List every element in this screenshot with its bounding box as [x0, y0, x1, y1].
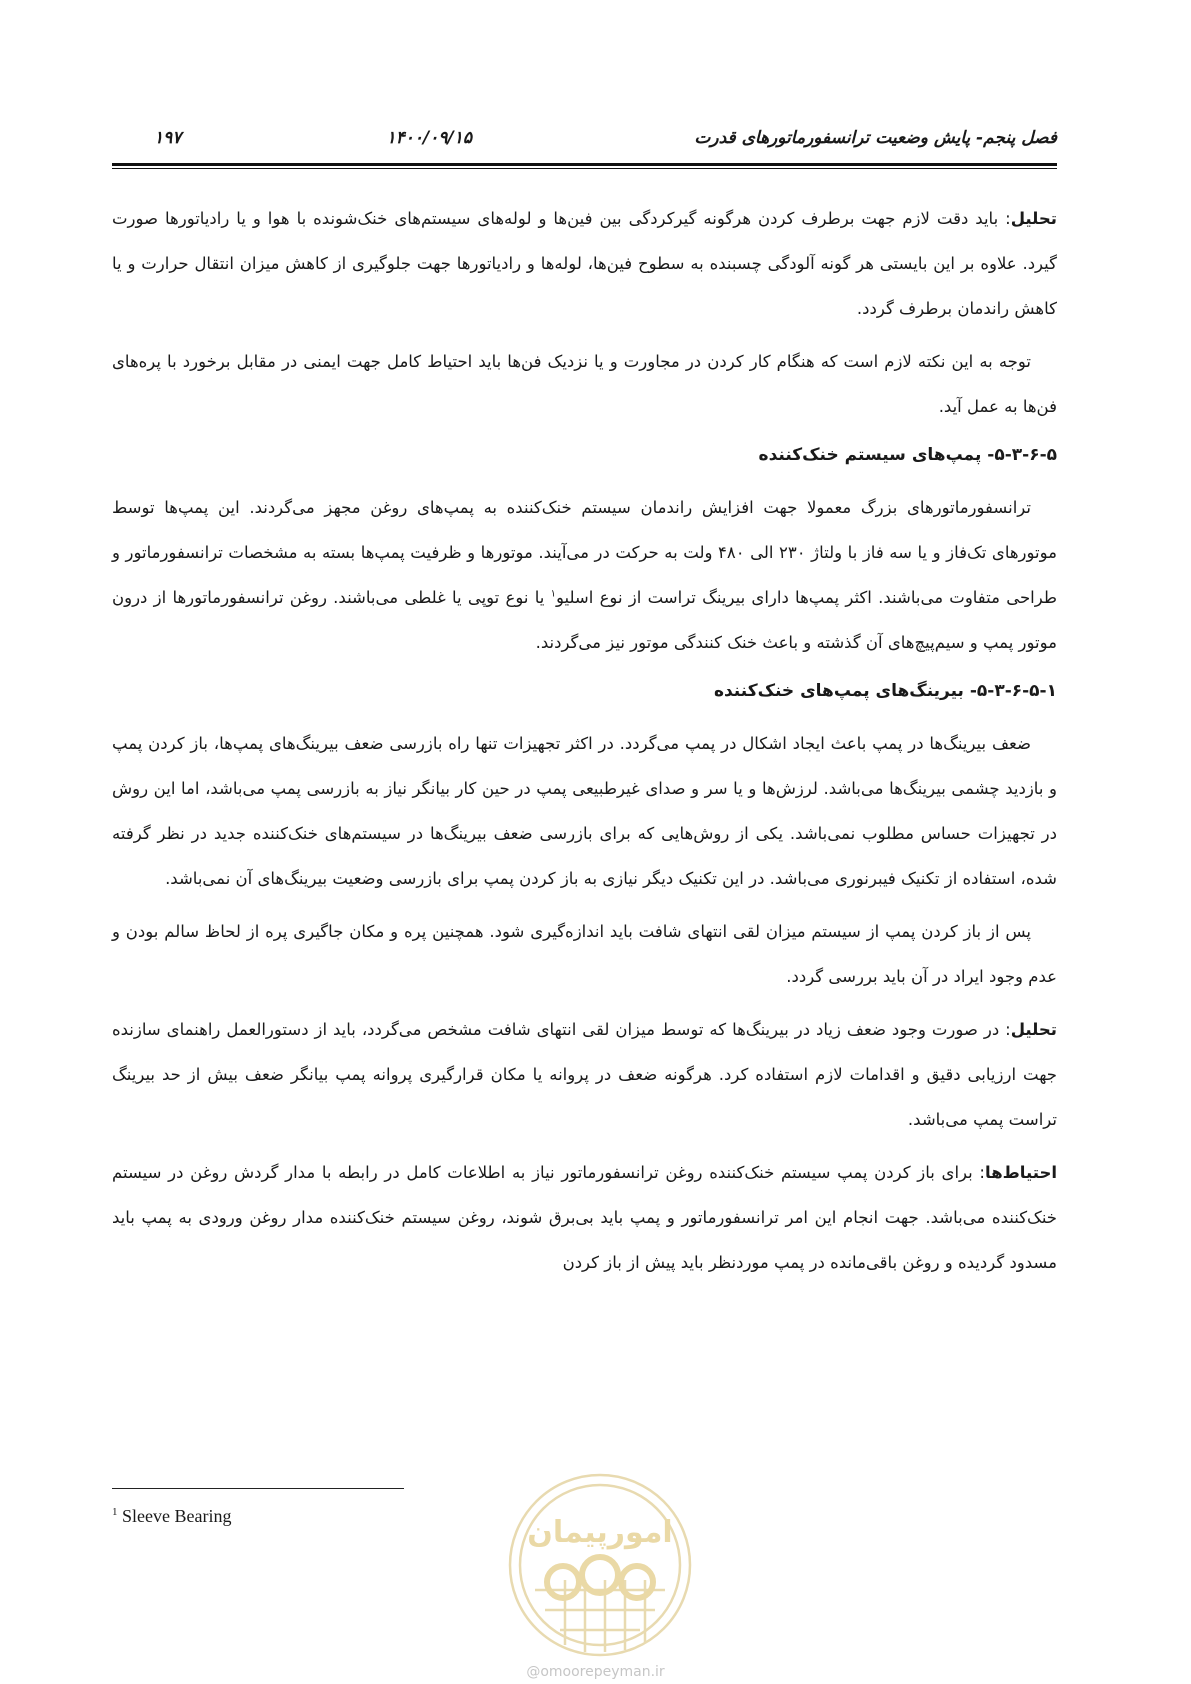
header-rule-thick [112, 163, 1057, 166]
watermark-seal-icon [505, 1470, 695, 1660]
paragraph-text: : برای باز کردن پمپ سیستم خنک‌کننده روغن ترانسفورماتور نیاز به اطلاعات کامل در رابطه با مدار گردش روغن در سیستم خنک‌کننده می‌باشد. جهت انجام این امر ترانسفورماتور و پمپ باید بی‌برق شوند، روغن سیستم خنک‌کننده مدار روغن ورودی به پمپ باید مسدود گردیده و روغن باقی‌مانده در پمپ موردنظر باید پیش از باز کردن [112, 1163, 1057, 1272]
footnote-text: Sleeve Bearing [117, 1506, 232, 1526]
watermark-site: @omoorepeyman.ir [526, 1664, 665, 1680]
paragraph-bearing-weakness: ضعف بیرینگ‌ها در پمپ باعث ایجاد اشکال در پمپ می‌گردد. در اکثر تجهیزات تنها راه بازرسی ضعف بیرینگ‌های پمپ‌ها، باز کردن پمپ و بازدید چشمی بیرینگ‌ها می‌باشد. لرزش‌ها و یا سر و صدای غیرطبیعی پمپ در حین کار بیانگر نیاز به بازرسی پمپ می‌باشد، اما این روش در تجهیزات حساس مطلوب نمی‌باشد. یکی از روش‌هایی که برای بازرسی ضعف بیرینگ‌ها در سیستم‌های خنک‌کننده جدید در نظر گرفته شده، استفاده از تکنیک فیبرنوری می‌باشد. در این تکنیک دیگر نیازی به باز کردن پمپ برای بازرسی وضعیت بیرینگ‌های آن نمی‌باشد. [112, 734, 1057, 888]
footnote-rule [112, 1488, 404, 1489]
page-body [112, 196, 1057, 1293]
section-heading-cooling-pumps: ۵-۳-۶-۵- پمپ‌های سیستم خنک‌کننده [758, 445, 1057, 465]
paragraph-text: یا نوع توپی یا غلطی می‌باشند. روغن ترانسفورماتورها از درون موتور پمپ و سیم‌پیچ‌های آن گذشته و باعث خنک کنندگی موتور نیز می‌گردند. [112, 588, 1057, 652]
paragraph-precautions [112, 1150, 1057, 1285]
footnote-reference: ۱ [550, 588, 556, 600]
header-rule-thin [112, 168, 1057, 169]
paragraph-fan-safety: توجه به این نکته لازم است که هنگام کار کردن در مجاورت و یا نزدیک فن‌ها باید احتیاط کامل جهت ایمنی در مقابل برخورد با پره‌های فن‌ها به عمل آید. [112, 352, 1057, 416]
paragraph-text: : باید دقت لازم جهت برطرف کردن هرگونه گیرکردگی بین فین‌ها و لوله‌های سیستم‌های خنک‌شونده با هوا و یا رادیاتورها صورت گیرد. علاوه بر این بایستی هر گونه آلودگی چسبنده به سطوح فین‌ها، لوله‌ها و رادیاتورها جهت جلوگیری از کاهش میزان انتقال حرارت و یا کاهش راندمان برطرف گردد. [112, 209, 1057, 318]
paragraph-shaft-play: پس از باز کردن پمپ از سیستم میزان لقی انتهای شافت باید اندازه‌گیری شود. همچنین پره و مکان جاگیری پره از لحاظ سالم بودن و عدم وجود ایراد در آن باید بررسی گردد. [112, 922, 1057, 986]
footnote [112, 1506, 231, 1527]
paragraph-analysis-fins [112, 196, 1057, 331]
footnote-mark: 1 [112, 1506, 118, 1518]
page-number: ۱۹۷ [154, 128, 182, 148]
chapter-title: فصل پنجم- پایش وضعیت ترانسفورماتورهای قدرت [694, 128, 1057, 148]
precautions-label: احتیاط‌ها [985, 1163, 1057, 1182]
analysis-label: تحلیل [1010, 1020, 1057, 1039]
paragraph-text: ترانسفورماتورهای بزرگ معمولا جهت افزایش راندمان سیستم خنک‌کننده به پمپ‌های روغن مجهز می‌گردند. این پمپ‌ها توسط موتورهای تک‌فاز و یا سه فاز با ولتاژ ۲۳۰ الی ۴۸۰ ولت به حرکت در می‌آیند. موتورها و ظرفیت پمپ‌ها بسته به مشخصات ترانسفورماتور و طراحی متفاوت می‌باشند. اکثر پمپ‌ها دارای بیرینگ تراست از نوع اسلیو [112, 498, 1058, 607]
seal-text: امورپیمان [527, 1515, 673, 1550]
paragraph-analysis-bearings [112, 1007, 1057, 1142]
paragraph-text: : در صورت وجود ضعف زیاد در بیرینگ‌ها که توسط میزان لقی انتهای شافت مشخص می‌گردد، باید از دستورالعمل راهنمای سازنده جهت ارزیابی دقیق و اقدامات لازم استفاده کرد. هرگونه ضعف در پروانه یا مکان قرارگیری پروانه پمپ بیانگر ضعف بیش از حد بیرینگ تراست پمپ می‌باشد. [112, 1020, 1057, 1129]
analysis-label: تحلیل [1010, 209, 1057, 228]
page-header [112, 128, 1057, 154]
paragraph-pumps [112, 485, 1057, 665]
header-date: ۱۴۰۰/۰۹/۱۵ [386, 128, 472, 148]
section-heading-pump-bearings: ۵-۳-۶-۵-۱- بیرینگ‌های پمپ‌های خنک‌کننده [713, 681, 1057, 701]
